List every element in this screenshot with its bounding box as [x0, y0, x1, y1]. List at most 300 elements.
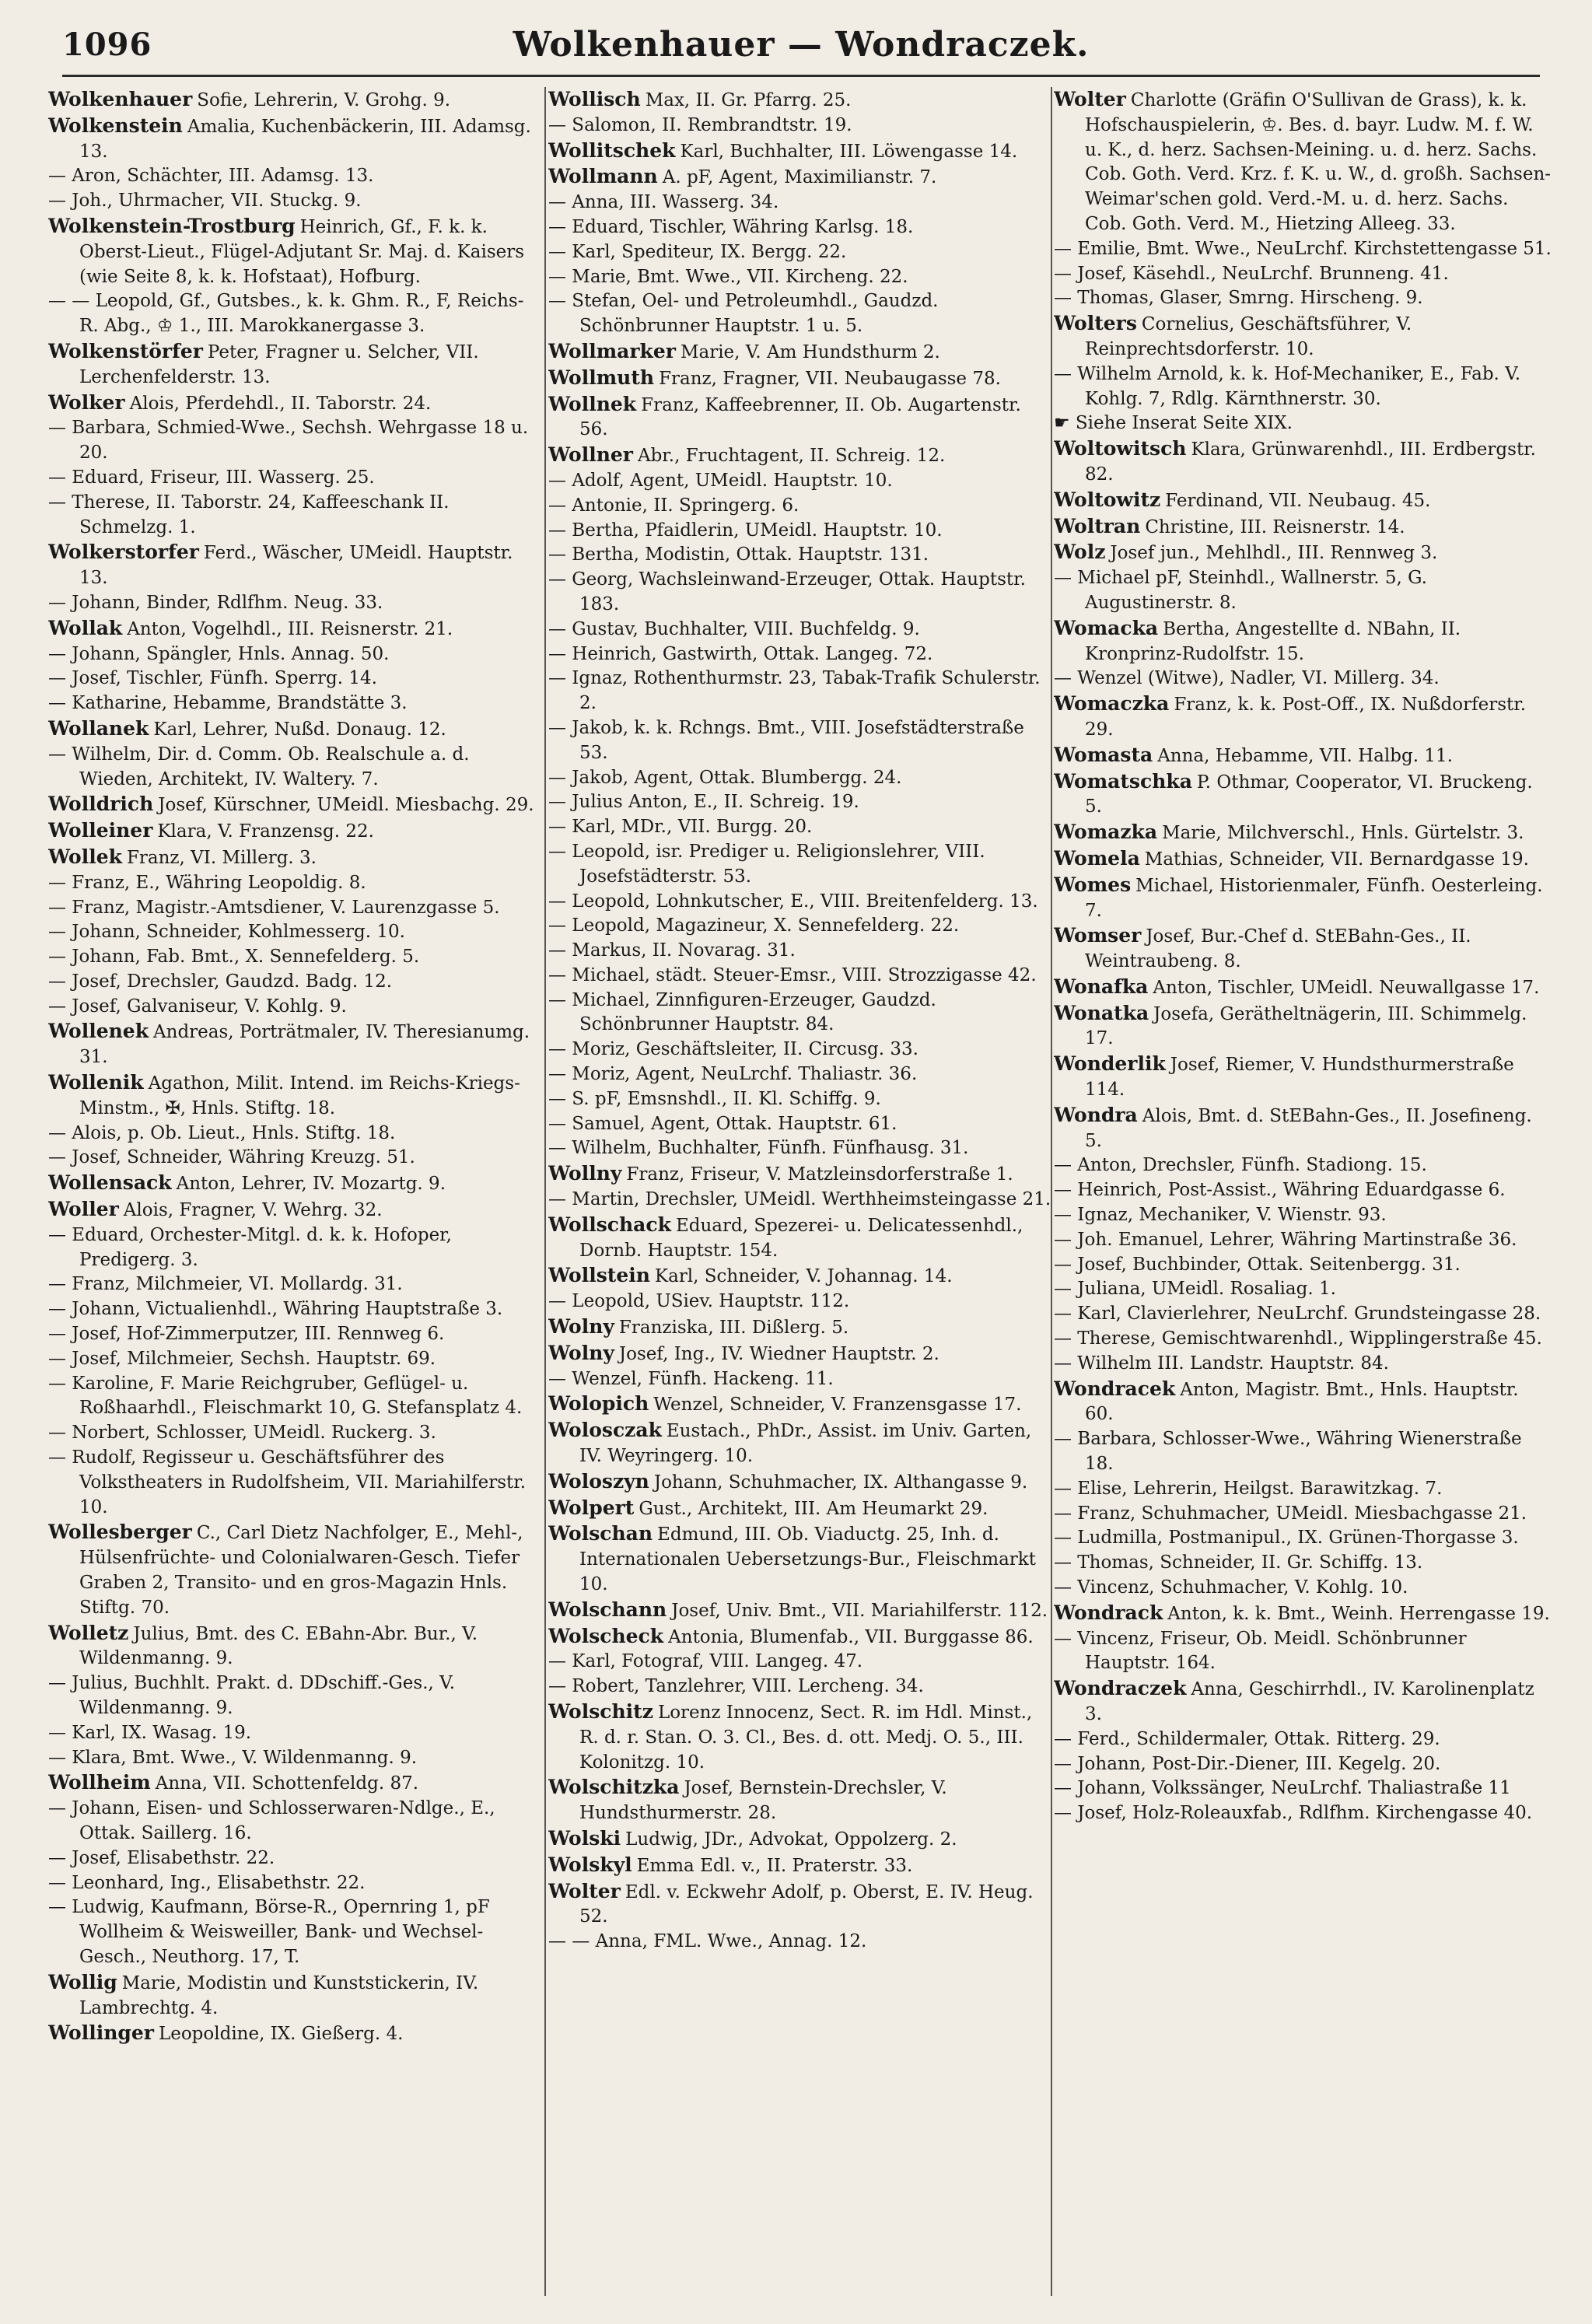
- entry-details: — Ignaz, Mechaniker, V. Wienstr. 93.: [1054, 1205, 1387, 1226]
- directory-entry: [548, 1161, 1054, 1188]
- directory-entry: [548, 265, 1054, 290]
- entry-details: — Norbert, Schlosser, UMeidl. Ruckerg. 3.: [48, 1423, 436, 1444]
- directory-entry: [48, 540, 538, 591]
- entry-details: Karl, Schneider, V. Johannag. 14.: [654, 1266, 953, 1287]
- entry-surname: Wolldrich: [48, 793, 154, 816]
- entry-details: Josef, Bernstein-Drechsler, V. Hundsthurmerstr. 28.: [579, 1778, 947, 1824]
- entry-details: — Ludmilla, Postmanipul., IX. Grünen-Thorgasse 3.: [1054, 1528, 1519, 1549]
- entry-details: C., Carl Dietz Nachfolger, E., Mehl-, Hülsenfrüchte- und Colonialwaren-Gesch. Tiefer Graben 2, Transito- und en gros-Magazin Hnls. Stiftg. 70.: [79, 1523, 523, 1618]
- entry-details: Josef, Bur.-Chef d. StEBahn-Ges., II. Weintraubeng. 8.: [1085, 926, 1471, 972]
- directory-entry: [48, 691, 538, 716]
- entry-details: — Wilhelm, Dir. d. Comm. Ob. Realschule a. d. Wieden, Architekt, IV. Waltery. 7.: [48, 744, 470, 789]
- entry-details: — Josef, Käsehdl., NeuLrchf. Brunneng. 41.: [1054, 263, 1449, 284]
- entry-details: — Rudolf, Regisseur u. Geschäftsführer des Volkstheaters in Rudolfsheim, VII. Mariahilferstr. 10.: [48, 1447, 527, 1517]
- entry-details: Karl, Lehrer, Nußd. Donaug. 12.: [153, 719, 446, 740]
- entry-details: — Josef, Holz-Roleauxfab., Rdlfhm. Kirchengasse 40.: [1054, 1803, 1533, 1824]
- entry-details: — Josef, Buchbinder, Ottak. Seitenbergg. 31.: [1054, 1254, 1461, 1275]
- directory-entry: [48, 466, 538, 491]
- entry-details: — Johann, Spängler, Hnls. Annag. 50.: [48, 643, 390, 664]
- directory-entry: [548, 890, 1054, 915]
- entry-surname: Wollenik: [48, 1071, 144, 1094]
- entry-details: — Wilhelm III. Landstr. Hauptstr. 84.: [1054, 1353, 1389, 1374]
- entry-details: Gust., Architekt, III. Am Heumarkt 29.: [639, 1498, 988, 1519]
- entry-details: — Josef, Milchmeier, Sechsh. Hauptstr. 69.: [48, 1348, 436, 1369]
- entry-details: — Johann, Post-Dir.-Diener, III. Kegelg. 20.: [1054, 1753, 1441, 1774]
- directory-entry: [548, 240, 1054, 265]
- entry-details: — Karl, IX. Wasag. 19.: [48, 1722, 252, 1743]
- entry-details: — Wilhelm, Buchhalter, Fünfh. Fünfhausg. 31.: [548, 1138, 969, 1159]
- entry-details: Andreas, Porträtmaler, IV. Theresianumg. 31.: [79, 1022, 530, 1068]
- directory-entry: [1054, 1203, 1552, 1228]
- directory-entry: [48, 1347, 538, 1372]
- entry-details: Anton, Vogelhdl., III. Reisnerstr. 21.: [127, 618, 453, 639]
- entry-details: Josef, Riemer, V. Hundsthurmerstraße 114.: [1085, 1055, 1514, 1101]
- entry-surname: Wollner: [548, 443, 633, 467]
- entry-details: — Martin, Drechsler, UMeidl. Werthheimsteingasse 21.: [548, 1189, 1051, 1210]
- directory-entry: [548, 716, 1054, 766]
- directory-entry: [548, 1038, 1054, 1062]
- entry-surname: Wolkerstorfer: [48, 541, 199, 564]
- directory-entry: [1054, 411, 1552, 436]
- entry-details: — Eduard, Orchester-Mitgl. d. k. k. Hofoper, Predigerg. 3.: [48, 1224, 452, 1270]
- entry-surname: Wollnek: [548, 392, 637, 415]
- entry-surname: Womazka: [1054, 821, 1158, 844]
- entry-surname: Wondraczek: [1054, 1677, 1187, 1700]
- entry-surname: Womatschka: [1054, 769, 1192, 793]
- directory-entry: [48, 1223, 538, 1273]
- entry-details: — Julius, Buchhlt. Prakt. d. DDschiff.-Ges., V. Wildenmanng. 9.: [48, 1673, 456, 1718]
- entry-details: P. Othmar, Cooperator, VI. Bruckeng. 5.: [1085, 772, 1533, 817]
- entry-surname: Wollesberger: [48, 1521, 192, 1544]
- entry-details: — Vincenz, Friseur, Ob. Meidl. Schönbrunner Hauptstr. 164.: [1054, 1628, 1467, 1674]
- directory-entry: [548, 1341, 1054, 1367]
- entry-surname: Wondra: [1054, 1103, 1138, 1126]
- directory-entry: [48, 1621, 538, 1672]
- entry-details: Leopoldine, IX. Gießerg. 4.: [158, 2024, 404, 2045]
- entry-details: Anton, Magistr. Bmt., Hnls. Hauptstr. 60.: [1085, 1379, 1519, 1425]
- directory-entry: [548, 815, 1054, 840]
- entry-surname: Wolz: [1054, 541, 1106, 564]
- entry-details: — Johann, Binder, Rdlfhm. Neug. 33.: [48, 592, 383, 613]
- entry-details: — Antonie, II. Springerg. 6.: [548, 495, 799, 516]
- column-2: [548, 87, 1054, 2304]
- entry-details: Cornelius, Geschäftsführer, V. Reinprechtsdorferstr. 10.: [1085, 314, 1412, 359]
- directory-entry: [548, 289, 1054, 339]
- entry-surname: Wollheim: [48, 1771, 151, 1794]
- directory-entry: [1054, 1153, 1552, 1178]
- directory-entry: [48, 1770, 538, 1797]
- directory-entry: [48, 1846, 538, 1871]
- entry-details: Abr., Fruchtagent, II. Schreig. 12.: [637, 446, 946, 467]
- directory-entry: [48, 642, 538, 667]
- entry-details: — Michael, Zinnfiguren-Erzeuger, Gaudzd. Schönbrunner Hauptstr. 84.: [548, 989, 936, 1035]
- entry-details: Michael, Historienmaler, Fünfh. Oesterleing. 7.: [1085, 875, 1543, 921]
- directory-entry: [548, 494, 1054, 519]
- directory-entry: [48, 792, 538, 818]
- entry-surname: Womasta: [1054, 743, 1153, 766]
- running-title: Wolkenhauer — Wondraczek.: [513, 25, 1090, 65]
- entry-surname: Womaczka: [1054, 692, 1170, 716]
- entry-details: Josef, Univ. Bmt., VII. Mariahilferstr. 112.: [671, 1600, 1048, 1621]
- entry-details: Klara, V. Franzensg. 22.: [157, 821, 374, 842]
- entry-details: — Alois, p. Ob. Lieut., Hnls. Stiftg. 18.: [48, 1122, 396, 1143]
- entry-details: — Stefan, Oel- und Petroleumhdl., Gaudzd. Schönbrunner Hauptstr. 1 u. 5.: [548, 291, 939, 337]
- entry-details: — Eduard, Tischler, Währing Karlsg. 18.: [548, 216, 914, 237]
- entry-details: — Therese, Gemischtwarenhdl., Wipplingerstraße 45.: [1054, 1328, 1542, 1349]
- directory-entry: [548, 1598, 1054, 1624]
- directory-entry: [1054, 1676, 1552, 1727]
- entry-details: — Wilhelm Arnold, k. k. Hof-Mechaniker, E., Fab. V. Kohlg. 7, Rdlg. Kärnthnerstr. 30.: [1054, 363, 1521, 409]
- entry-details: Edl. v. Eckwehr Adolf, p. Oberst, E. IV. Heug. 52.: [579, 1881, 1034, 1927]
- entry-details: — Michael pF, Steinhdl., Wallnerstr. 5, G. Augustinerstr. 8.: [1054, 568, 1427, 613]
- directory-entry: [48, 871, 538, 896]
- directory-entry: [48, 214, 538, 289]
- entry-details: — Salomon, II. Rembrandtstr. 19.: [548, 114, 852, 135]
- entry-details: Lorenz Innocenz, Sect. R. im Hdl. Minst., R. d. r. Stan. O. 3. Cl., Bes. d. ott. Medj. O. 5., III. Kolonitzg. 10.: [579, 1703, 1033, 1773]
- entry-details: — Robert, Tanzlehrer, VIII. Lercheng. 34.: [548, 1676, 924, 1697]
- entry-details: — Ferd., Schildermaler, Ottak. Ritterg. 29.: [1054, 1728, 1440, 1749]
- entry-surname: Womacka: [1054, 616, 1159, 639]
- directory-entry: [48, 164, 538, 189]
- directory-entry: [1054, 873, 1552, 924]
- entry-details: Charlotte (Gräfin O'Sullivan de Grass), k. k. Hofschauspielerin, ♔. Bes. d. bayr. Ludw. M. f. W. u. K., d. herz. Sachsen-Meining. u. d. herz. Sachs. Cob. Goth. Verd. Krz. f. K. u. W., d. großh. Sachsen-Weimar'schen gold. Verd.-M. u. d. herz. Sachs. Cob. Goth. Verd. M., Hietzing Alleeg. 33.: [1085, 90, 1552, 234]
- entry-surname: Wolopich: [548, 1392, 649, 1416]
- directory-entry: [48, 1297, 538, 1322]
- entry-details: — Karoline, F. Marie Reichgruber, Geflügel- u. Roßhaarhdl., Fleischmarkt 10, G. Stefansplatz 4.: [48, 1373, 523, 1419]
- entry-surname: Woller: [48, 1198, 119, 1221]
- directory-entry: [48, 616, 538, 642]
- entry-surname: Wollisch: [548, 88, 641, 110]
- entry-surname: Wonafka: [1054, 975, 1149, 998]
- directory-entry: [548, 1112, 1054, 1137]
- entry-details: — Aron, Schächter, III. Adamsg. 13.: [48, 166, 374, 187]
- directory-entry: [48, 1446, 538, 1520]
- directory-entry: [548, 1675, 1054, 1699]
- entry-surname: Wolosczak: [548, 1419, 662, 1442]
- directory-entry: [48, 743, 538, 793]
- directory-entry: [1054, 743, 1552, 769]
- entry-surname: Wolskyl: [548, 1853, 632, 1876]
- directory-entry: [548, 1930, 1054, 1955]
- entry-details: — Thomas, Schneider, II. Gr. Schiffg. 13.: [1054, 1552, 1423, 1573]
- entry-details: — Georg, Wachsleinwand-Erzeuger, Ottak. Hauptstr. 183.: [548, 569, 1026, 614]
- directory-entry: [1054, 1302, 1552, 1327]
- entry-details: Christine, III. Reisnerstr. 14.: [1145, 516, 1405, 537]
- directory-entry: [1054, 87, 1552, 237]
- entry-details: — Wenzel (Witwe), Nadler, VI. Millerg. 34.: [1054, 668, 1440, 689]
- directory-entry: [548, 1367, 1054, 1392]
- directory-entry: [1054, 1627, 1552, 1677]
- directory-entry: [548, 1391, 1054, 1418]
- directory-entry: [48, 1421, 538, 1446]
- directory-entry: [1054, 1427, 1552, 1477]
- column-divider: [544, 87, 546, 2296]
- directory-entry: [1054, 566, 1552, 616]
- directory-entry: [1054, 846, 1552, 873]
- entry-surname: Wondrack: [1054, 1601, 1163, 1624]
- entry-surname: Wolkenstein-Trostburg: [48, 214, 296, 237]
- entry-details: Sofie, Lehrerin, V. Grohg. 9.: [197, 90, 451, 110]
- entry-details: — Anton, Drechsler, Fünfh. Stadiong. 15.: [1054, 1155, 1427, 1176]
- directory-entry: [1054, 1327, 1552, 1352]
- directory-entry: [48, 1122, 538, 1146]
- entry-details: Franz, Fragner, VII. Neubaugasse 78.: [659, 368, 1001, 389]
- entry-surname: Wolter: [548, 1879, 621, 1902]
- entry-details: — Joh. Emanuel, Lehrer, Währing Martinstraße 36.: [1054, 1229, 1517, 1250]
- entry-details: Alois, Fragner, V. Wehrg. 32.: [123, 1200, 383, 1221]
- entry-details: Peter, Fragner u. Selcher, VII. Lerchenfelderstr. 13.: [79, 341, 479, 387]
- entry-details: — Karl, Spediteur, IX. Bergg. 22.: [548, 241, 847, 262]
- entry-surname: Wolschitz: [548, 1700, 653, 1723]
- directory-entry: [548, 1826, 1054, 1853]
- entry-details: Anton, k. k. Bmt., Weinh. Herrengasse 19.: [1167, 1603, 1550, 1624]
- entry-details: Franz, Kaffeebrenner, II. Ob. Augartenstr. 56.: [579, 394, 1021, 440]
- entry-details: — Johann, Victualienhdl., Währing Hauptstraße 3.: [48, 1299, 503, 1320]
- entry-details: Antonia, Blumenfab., VII. Burggasse 86.: [668, 1626, 1034, 1647]
- directory-entry: [548, 667, 1054, 716]
- entry-details: — Gustav, Buchhalter, VIII. Buchfeldg. 9.: [548, 618, 920, 639]
- directory-entry: [548, 1699, 1054, 1775]
- directory-entry: [48, 1070, 538, 1122]
- entry-details: — Franz, Milchmeier, VI. Mollardg. 31.: [48, 1274, 403, 1295]
- directory-entry: [1054, 1277, 1552, 1302]
- entry-details: Franziska, III. Dißlerg. 5.: [618, 1318, 849, 1339]
- entry-details: Franz, Friseur, V. Matzleinsdorferstraße 1.: [626, 1164, 1013, 1185]
- entry-details: — Marie, Bmt. Wwe., VII. Kircheng. 22.: [548, 266, 908, 287]
- directory-entry: [548, 1136, 1054, 1161]
- directory-entry: [1054, 975, 1552, 1001]
- entry-details: Anna, VII. Schottenfeldg. 87.: [155, 1773, 419, 1794]
- entry-details: — Moriz, Geschäftsleiter, II. Circusg. 33.: [548, 1039, 918, 1060]
- directory-entry: [1054, 262, 1552, 287]
- entry-details: — Ludwig, Kaufmann, Börse-R., Opernring 1, pF Wollheim & Weisweiller, Bank- und Wechsel-Gesch., Neuthorg. 17, T.: [48, 1897, 490, 1967]
- entry-surname: Wollenek: [48, 1020, 149, 1043]
- directory-entry: [1054, 311, 1552, 362]
- entry-details: — Karl, MDr., VII. Burgg. 20.: [548, 817, 813, 838]
- entry-surname: Wollinger: [48, 2021, 154, 2045]
- entry-details: Bertha, Angestellte d. NBahn, II. Kronprinz-Rudolfstr. 15.: [1085, 618, 1461, 664]
- entry-details: — Therese, II. Taborstr. 24, Kaffeeschank II. Schmelzg. 1.: [48, 492, 450, 537]
- entry-details: Josef, Ing., IV. Wiedner Hauptstr. 2.: [618, 1343, 939, 1364]
- directory-entry: [548, 519, 1054, 544]
- directory-entry: [548, 1314, 1054, 1341]
- directory-entry: [1054, 667, 1552, 691]
- entry-details: — Josef, Galvaniseur, V. Kohlg. 9.: [48, 996, 347, 1017]
- directory-entry: [548, 1263, 1054, 1290]
- entry-surname: Wollschack: [548, 1213, 671, 1236]
- entry-details: Marie, V. Am Hundsthurm 2.: [680, 341, 940, 362]
- page-number: 1096: [62, 26, 152, 63]
- directory-entry: [48, 1520, 538, 1620]
- entry-details: Karl, Buchhalter, III. Löwengasse 14.: [680, 141, 1018, 162]
- entry-details: Anton, Lehrer, IV. Mozartg. 9.: [176, 1174, 446, 1195]
- entry-surname: Wollmuth: [548, 366, 655, 389]
- entry-surname: Wolscheck: [548, 1624, 664, 1647]
- directory-entry: [48, 1797, 538, 1846]
- entry-surname: Wolkenhauer: [48, 88, 193, 110]
- directory-entry: [48, 491, 538, 541]
- directory-entry: [48, 1671, 538, 1721]
- entry-details: — Eduard, Friseur, III. Wasserg. 25.: [48, 467, 375, 488]
- directory-entry: [48, 1970, 538, 2021]
- directory-entry: [548, 164, 1054, 191]
- entry-surname: Wolski: [548, 1826, 621, 1850]
- directory-entry: [548, 840, 1054, 890]
- directory-entry: [1054, 1601, 1552, 1627]
- directory-entry: [1054, 1526, 1552, 1551]
- directory-entry: [48, 995, 538, 1020]
- directory-entry: [48, 339, 538, 390]
- directory-entry: [48, 591, 538, 616]
- directory-entry: [1054, 1752, 1552, 1777]
- directory-entry: [1054, 691, 1552, 743]
- directory-entry: [548, 618, 1054, 642]
- entry-details: — Juliana, UMeidl. Rosaliag. 1.: [1054, 1279, 1336, 1300]
- directory-entry: [48, 114, 538, 165]
- entry-details: — Johann, Fab. Bmt., X. Sennefelderg. 5.: [48, 947, 420, 968]
- directory-entry: [548, 339, 1054, 366]
- entry-details: — Johann, Schneider, Kohlmesserg. 10.: [48, 922, 405, 943]
- entry-details: — Karl, Fotograf, VIII. Langeg. 47.: [548, 1651, 863, 1672]
- entry-details: ☛ Siehe Inserat Seite XIX.: [1054, 413, 1293, 434]
- entry-surname: Woltowitz: [1054, 488, 1161, 511]
- entry-surname: Wollmarker: [548, 339, 676, 362]
- directory-entry: [1054, 1178, 1552, 1203]
- entry-details: — Barbara, Schlosser-Wwe., Währing Wienerstraße 18.: [1054, 1429, 1522, 1475]
- entry-details: — Leopold, USiev. Hauptstr. 112.: [548, 1291, 850, 1312]
- directory-entry: [548, 443, 1054, 469]
- directory-entry: [1054, 362, 1552, 412]
- directory-entry: [548, 138, 1054, 165]
- directory-entry: [548, 1521, 1054, 1597]
- directory-entry: [548, 1775, 1054, 1826]
- directory-entry: [1054, 286, 1552, 311]
- entry-details: — Anna, III. Wasserg. 34.: [548, 192, 779, 213]
- entry-surname: Wolleiner: [48, 819, 153, 842]
- entry-details: Anna, Geschirrhdl., IV. Karolinenplatz 3.: [1085, 1679, 1534, 1724]
- entry-details: — Josef, Schneider, Währing Kreuzg. 51.: [48, 1147, 415, 1168]
- entry-surname: Woloszyn: [548, 1469, 649, 1493]
- directory-entry: [48, 1721, 538, 1746]
- directory-entry: [548, 1213, 1054, 1264]
- directory-entry: [48, 1197, 538, 1223]
- entry-details: — Adolf, Agent, UMeidl. Hauptstr. 10.: [548, 470, 893, 491]
- entry-details: — Markus, II. Novarag. 31.: [548, 940, 796, 961]
- directory-entry: [1054, 488, 1552, 514]
- entry-surname: Womela: [1054, 846, 1140, 870]
- entry-details: Josef, Kürschner, UMeidl. Miesbachg. 29.: [158, 795, 534, 816]
- entry-surname: Wollanek: [48, 716, 149, 740]
- directory-entry: [1054, 514, 1552, 541]
- entry-surname: Wolschan: [548, 1522, 653, 1545]
- directory-entry: [48, 1895, 538, 1969]
- entry-details: — Ignaz, Rothenthurmstr. 23, Tabak-Trafik Schulerstr. 2.: [548, 668, 1041, 714]
- entry-details: — Barbara, Schmied-Wwe., Sechsh. Wehrgasse 18 u. 20.: [48, 418, 529, 464]
- directory-entry: [48, 2021, 538, 2047]
- directory-entry: [48, 1146, 538, 1171]
- entry-details: — Josef, Hof-Zimmerputzer, III. Rennweg 6.: [48, 1324, 445, 1345]
- entry-details: Josef jun., Mehlhdl., III. Rennweg 3.: [1110, 543, 1438, 564]
- entry-surname: Wonderlik: [1054, 1052, 1166, 1076]
- entry-details: Marie, Milchverschl., Hnls. Gürtelstr. 3.: [1162, 823, 1524, 844]
- directory-entry: [48, 390, 538, 417]
- directory-entry: [48, 945, 538, 970]
- entry-details: Ludwig, JDr., Advokat, Oppolzerg. 2.: [625, 1829, 957, 1850]
- directory-entry: [548, 1087, 1054, 1112]
- entry-surname: Wolkenstein: [48, 114, 183, 137]
- entry-surname: Wolny: [548, 1341, 614, 1364]
- entry-surname: Wollitschek: [548, 138, 676, 162]
- directory-entry: [48, 845, 538, 871]
- directory-entry: [1054, 1727, 1552, 1752]
- entry-surname: Wollig: [48, 1970, 117, 1993]
- entry-details: — Josef, Elisabethstr. 22.: [48, 1847, 275, 1868]
- entry-details: — Leopold, Magazineur, X. Sennefelderg. 22.: [548, 915, 960, 936]
- directory-entry: [48, 896, 538, 921]
- directory-entry: [548, 989, 1054, 1038]
- directory-entry: [1054, 1502, 1552, 1527]
- directory-entry: [1054, 769, 1552, 821]
- entry-details: — Leonhard, Ing., Elisabethstr. 22.: [48, 1872, 366, 1893]
- directory-entry: [48, 920, 538, 945]
- entry-surname: Woltowitsch: [1054, 437, 1187, 460]
- directory-entry: [548, 1418, 1054, 1469]
- entry-surname: Wolter: [1054, 88, 1126, 110]
- entry-details: Ferdinand, VII. Neubaug. 45.: [1165, 490, 1431, 511]
- entry-surname: Wollny: [548, 1162, 622, 1185]
- entry-details: Franz, VI. Millerg. 3.: [126, 847, 317, 868]
- directory-entry: [48, 1019, 538, 1070]
- directory-entry: [1054, 1228, 1552, 1253]
- entry-surname: Wolker: [48, 390, 125, 414]
- directory-entry: [1054, 1776, 1552, 1801]
- directory-entry: [1054, 820, 1552, 846]
- entry-details: — Johann, Eisen- und Schlosserwaren-Ndlge., E., Ottak. Saillerg. 16.: [48, 1798, 495, 1843]
- entry-details: Johann, Schuhmacher, IX. Althangasse 9.: [653, 1472, 1028, 1493]
- entry-surname: Wonatka: [1054, 1001, 1149, 1024]
- directory-entry: [48, 818, 538, 845]
- entry-surname: Wolletz: [48, 1621, 129, 1644]
- directory-entry: [1054, 1352, 1552, 1377]
- directory-entry: [548, 366, 1054, 392]
- entry-details: Marie, Modistin und Kunststickerin, IV. Lambrechtg. 4.: [79, 1972, 479, 2018]
- entry-details: — Heinrich, Gastwirth, Ottak. Langeg. 72.: [548, 643, 933, 664]
- entry-details: — Franz, Schuhmacher, UMeidl. Miesbachgasse 21.: [1054, 1503, 1527, 1524]
- entry-surname: Wolschitzka: [548, 1776, 680, 1799]
- directory-entry: [548, 1853, 1054, 1879]
- entry-details: Franz, k. k. Post-Off., IX. Nußdorferstr. 29.: [1085, 695, 1527, 740]
- directory-entry: [1054, 923, 1552, 975]
- entry-details: — Vincenz, Schuhmacher, V. Kohlg. 10.: [1054, 1577, 1408, 1598]
- entry-details: Edmund, III. Ob. Viaductg. 25, Inh. d. Internationalen Uebersetzungs-Bur., Fleischmarkt 10.: [579, 1524, 1036, 1595]
- directory-entry: [1054, 616, 1552, 667]
- entry-details: — Johann, Volkssänger, NeuLrchf. Thaliastraße 11: [1054, 1778, 1511, 1799]
- directory-entry: [48, 1322, 538, 1347]
- entry-surname: Womes: [1054, 873, 1132, 896]
- entry-details: — Thomas, Glaser, Smrng. Hirscheng. 9.: [1054, 288, 1423, 309]
- column-1: [48, 87, 538, 2304]
- entry-details: Emma Edl. v., II. Praterstr. 33.: [636, 1855, 913, 1876]
- entry-details: — Jakob, k. k. Rchngs. Bmt., VIII. Josefstädterstraße 53.: [548, 717, 1024, 763]
- directory-entry: [548, 1650, 1054, 1675]
- directory-entry: [548, 1062, 1054, 1087]
- entry-details: — Katharine, Hebamme, Brandstätte 3.: [48, 693, 408, 714]
- entry-details: — Wenzel, Fünfh. Hackeng. 11.: [548, 1368, 834, 1389]
- directory-entry: [48, 1746, 538, 1771]
- entry-surname: Wollak: [48, 616, 123, 639]
- entry-details: — Bertha, Modistin, Ottak. Hauptstr. 131.: [548, 544, 929, 565]
- directory-entry: [548, 1624, 1054, 1650]
